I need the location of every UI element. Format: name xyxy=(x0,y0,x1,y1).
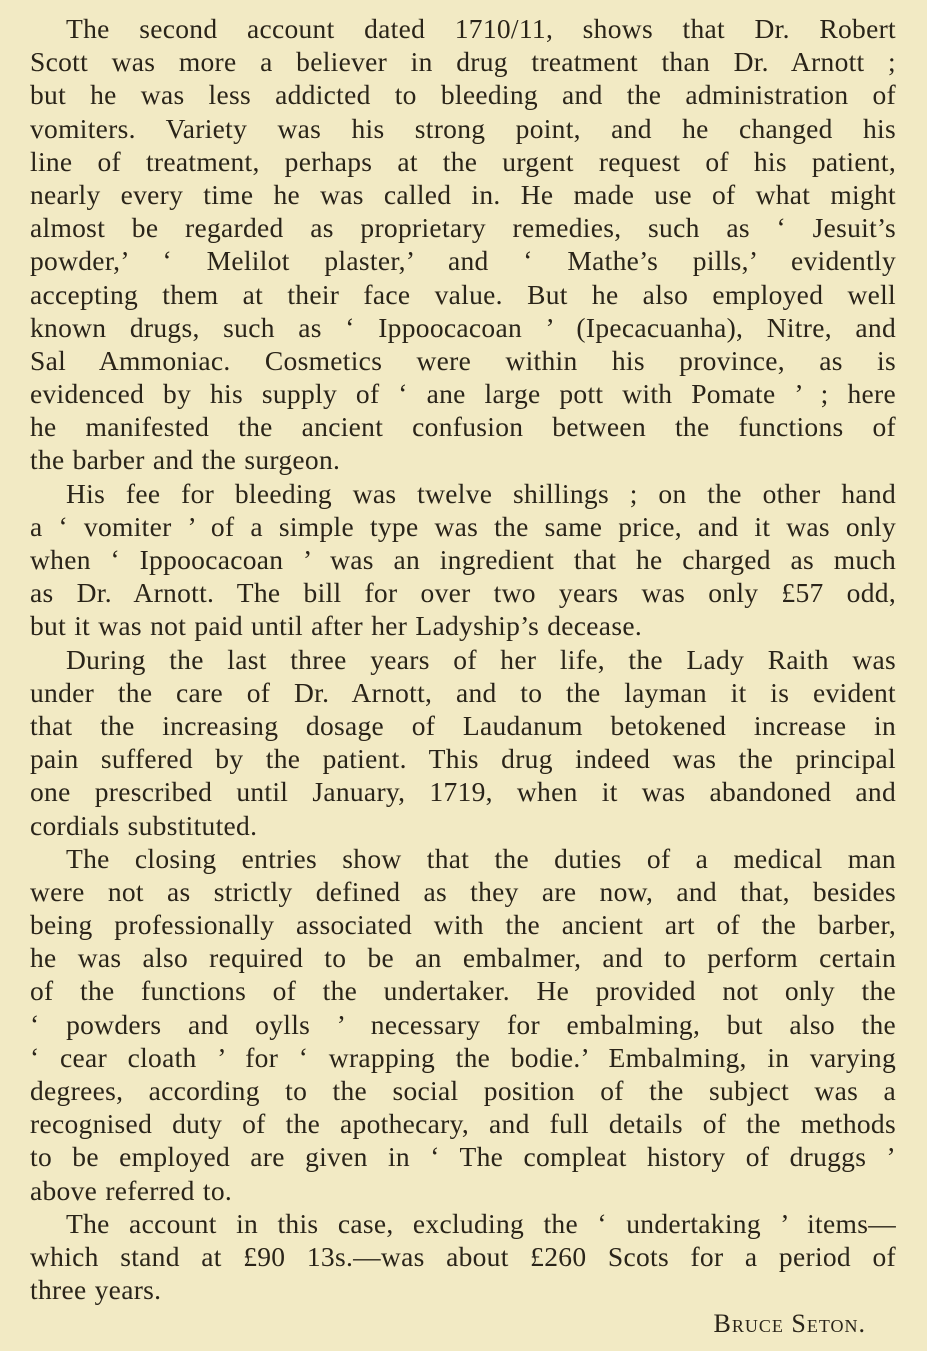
text-line: ‘ cear cloath ’ for ‘ wrapping the bodie.’ Embalming, in varying xyxy=(30,1041,896,1073)
paragraph xyxy=(30,477,896,643)
text-line: but he was less addicted to bleeding and the administration of xyxy=(30,79,896,111)
text-line: above referred to. xyxy=(30,1174,233,1206)
text-line: that the increasing dosage of Laudanum betokened increase in xyxy=(30,709,896,741)
author-signature: Bruce Seton. xyxy=(713,1309,866,1339)
paragraph xyxy=(30,12,896,477)
text-line: the barber and the surgeon. xyxy=(30,444,341,476)
text-line: pain suffered by the patient. This drug indeed was the principal xyxy=(30,743,896,775)
text-line: which stand at £90 13s.—was about £260 Scots for a period of xyxy=(30,1240,896,1272)
paragraph xyxy=(30,643,896,842)
text-line: degrees, according to the social position of the subject was a xyxy=(30,1075,896,1106)
text-line: ‘ powders and oylls ’ necessary for embalming, but also the xyxy=(30,1008,896,1040)
text-line: three years. xyxy=(30,1274,162,1306)
text-line: The second account dated 1710/11, shows that Dr. Robert xyxy=(66,13,896,44)
text-line: to be employed are given in ‘ The compleat history of druggs ’ xyxy=(30,1141,896,1173)
text-line: vomiters. Variety was his strong point, and he changed his xyxy=(30,112,896,144)
text-line: known drugs, such as ‘ Ippoocacoan ’ (Ipecacuanha), Nitre, and xyxy=(30,311,896,343)
text-line: His fee for bleeding was twelve shillings ; on the other hand xyxy=(66,477,896,509)
text-line: a ‘ vomiter ’ of a simple type was the same price, and it was only xyxy=(30,510,896,542)
text-line: almost be regarded as proprietary remedies, such as ‘ Jesuit’s xyxy=(30,212,896,244)
text-line: line of treatment, perhaps at the urgent request of his patient, xyxy=(30,145,896,177)
text-line: Sal Ammoniac. Cosmetics were within his province, as is xyxy=(30,344,896,376)
text-line: were not as strictly defined as they are now, and that, besides xyxy=(30,875,896,907)
text-line: one prescribed until January, 1719, when it was abandoned and xyxy=(30,776,896,808)
paragraph xyxy=(30,842,896,1207)
text-line: The account in this case, excluding the ‘ undertaking ’ items— xyxy=(66,1207,896,1239)
text-line: During the last three years of her life, the Lady Raith was xyxy=(66,643,896,675)
text-line: under the care of Dr. Arnott, and to the layman it is evident xyxy=(30,676,896,708)
text-line: being professionally associated with the ancient art of the barber, xyxy=(30,909,896,941)
text-line: accepting them at their face value. But he also employed well xyxy=(30,278,896,310)
text-line: he manifested the ancient confusion between the functions of xyxy=(30,411,896,443)
text-line: The closing entries show that the duties of a medical man xyxy=(66,842,896,874)
text-line: Scott was more a believer in drug treatment than Dr. Arnott ; xyxy=(30,46,896,78)
text-line: as Dr. Arnott. The bill for over two years was only £57 odd, xyxy=(30,577,896,609)
text-line: when ‘ Ippoocacoan ’ was an ingredient that he charged as much xyxy=(30,544,896,575)
text-line: he was also required to be an embalmer, and to perform certain xyxy=(30,942,896,974)
text-line: cordials substituted. xyxy=(30,809,258,841)
text-line: of the functions of the undertaker. He provided not only the xyxy=(30,975,896,1007)
text-line: nearly every time he was called in. He made use of what might xyxy=(30,178,896,210)
document-page xyxy=(30,12,896,1342)
text-line: powder,’ ‘ Melilot plaster,’ and ‘ Mathe’s pills,’ evidently xyxy=(30,245,896,277)
body-text xyxy=(30,12,896,1306)
text-line: but it was not paid until after her Ladyship’s decease. xyxy=(30,610,642,642)
text-line: evidenced by his supply of ‘ ane large pott with Pomate ’ ; here xyxy=(30,378,896,410)
paragraph xyxy=(30,1207,896,1307)
text-line: recognised duty of the apothecary, and full details of the methods xyxy=(30,1108,896,1140)
